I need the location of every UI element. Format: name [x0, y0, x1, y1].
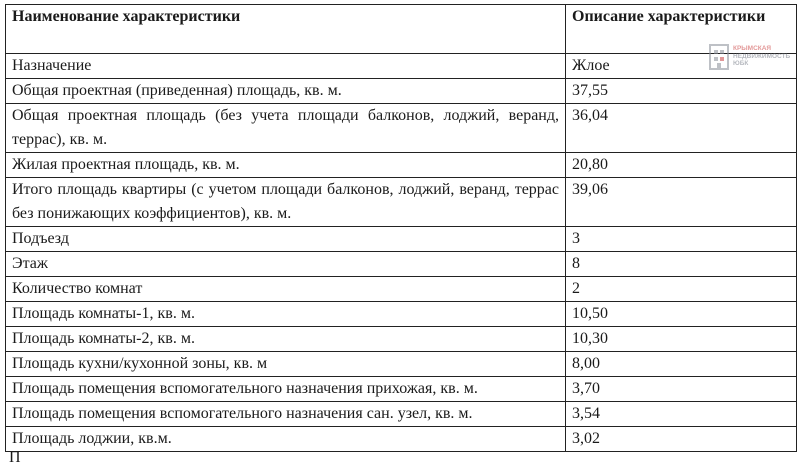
table-row: [6, 252, 797, 277]
row-name: Площадь помещения вспомогательного назначения прихожая, кв. м.: [6, 377, 566, 402]
row-name: Подъезд: [6, 227, 566, 252]
house-logo-icon: [708, 42, 730, 72]
row-value: 10,50: [566, 302, 797, 327]
header-value: Описание характеристики: [566, 5, 797, 54]
row-value: 37,55: [566, 79, 797, 104]
row-value: 3,54: [566, 402, 797, 427]
row-name: Площадь комнаты-1, кв. м.: [6, 302, 566, 327]
specs-document: [5, 4, 796, 450]
watermark-line1: КРЫМСКАЯ: [733, 45, 772, 52]
row-value: 20,80: [566, 153, 797, 178]
watermark-text: [733, 45, 790, 68]
table-row: [6, 377, 797, 402]
table-row: [6, 153, 797, 178]
table-row: [6, 277, 797, 302]
table-row: [6, 427, 797, 452]
row-value: 2: [566, 277, 797, 302]
table-row: [6, 54, 797, 79]
row-value: 39,06: [566, 178, 797, 227]
row-value: 36,04: [566, 104, 797, 153]
watermark-line3: ЮБК: [733, 60, 749, 67]
row-name: Итого площадь квартиры (с учетом площади балконов, лоджий, веранд, террас без понижающих коэффициентов), кв. м.: [6, 178, 566, 227]
table-row: [6, 104, 797, 153]
footer-partial-text: П: [9, 449, 21, 466]
row-name: Общая проектная площадь (без учета площади балконов, лоджий, веранд, террас), кв. м.: [6, 104, 566, 153]
row-name: Площадь кухни/кухонной зоны, кв. м: [6, 352, 566, 377]
table-header-row: [6, 5, 797, 54]
row-name: Количество комнат: [6, 277, 566, 302]
watermark-logo: [708, 40, 798, 76]
row-value: 8: [566, 252, 797, 277]
row-name: Жилая проектная площадь, кв. м.: [6, 153, 566, 178]
row-value: 10,30: [566, 327, 797, 352]
header-name: Наименование характеристики: [6, 5, 566, 54]
row-value: 3,70: [566, 377, 797, 402]
table-row: [6, 327, 797, 352]
row-name: Площадь комнаты-2, кв. м.: [6, 327, 566, 352]
table-row: [6, 227, 797, 252]
table-row: [6, 178, 797, 227]
specs-table: [5, 4, 797, 452]
row-name: Назначение: [6, 54, 566, 79]
table-row: [6, 79, 797, 104]
watermark-line2: НЕДВИЖИМОСТЬ: [733, 52, 791, 60]
row-name: Общая проектная (приведенная) площадь, кв. м.: [6, 79, 566, 104]
table-row: [6, 402, 797, 427]
row-name: Этаж: [6, 252, 566, 277]
row-value: 3,02: [566, 427, 797, 452]
row-name: Площадь лоджии, кв.м.: [6, 427, 566, 452]
row-value: 8,00: [566, 352, 797, 377]
table-row: [6, 352, 797, 377]
table-row: [6, 302, 797, 327]
row-value: 3: [566, 227, 797, 252]
row-name: Площадь помещения вспомогательного назначения сан. узел, кв. м.: [6, 402, 566, 427]
row-value: Жлое: [566, 54, 797, 79]
